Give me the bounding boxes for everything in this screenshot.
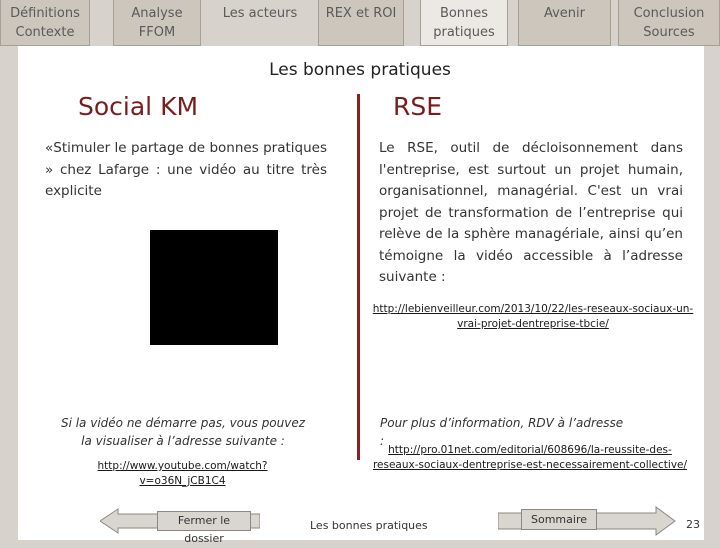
slide-title: Les bonnes pratiques (269, 60, 451, 80)
right-heading: RSE (393, 92, 443, 121)
footer-section-label: Les bonnes pratiques (310, 519, 428, 532)
video-player[interactable] (150, 230, 278, 345)
page-number: 23 (686, 518, 700, 531)
tab-bonnes-pratiques[interactable] (420, 0, 508, 46)
right-text: Le RSE, outil de décloisonnement dans l'entreprise, est surtout un projet humain, organisationnel, managérial. C'est un vrai projet de transformation de l’entreprise qui relève de la sphère managériale, ainsi qu’en témoigne la vidéo accessible à l’adresse suivante : (379, 140, 683, 285)
tab-label: Contexte (15, 25, 75, 40)
lebienveilleur-link[interactable]: http://lebienveilleur.com/2013/10/22/les-reseaux-sociaux-un-vrai-projet-dentreprise-tbcie/ (372, 303, 694, 330)
tab-label: Sources (643, 25, 695, 40)
tab-conclusion-sources[interactable] (618, 0, 720, 46)
tab-label: Avenir (543, 6, 586, 21)
tab-label: Conclusion (633, 6, 705, 21)
tab-rex-roi[interactable] (318, 0, 404, 46)
left-heading: Social KM (78, 92, 199, 121)
tab-label: REX et ROI (325, 6, 397, 21)
tab-label: Analyse (131, 6, 183, 21)
tab-les-acteurs[interactable] (217, 0, 303, 46)
right-note: Pour plus d’information, RDV à l’adresse : (380, 416, 624, 448)
tab-label: Définitions (10, 6, 80, 21)
summary-button[interactable]: Sommaire (521, 509, 597, 530)
tab-analyse-ffom[interactable] (113, 0, 201, 46)
tab-label: FFOM (138, 25, 176, 40)
tab-definitions-contexte[interactable] (0, 0, 90, 46)
column-divider (357, 94, 360, 460)
left-text: «Stimuler le partage de bonnes pratiques » chez Lafarge : une vidéo au titre très explicite (45, 140, 327, 199)
tab-avenir[interactable] (518, 0, 611, 46)
youtube-link[interactable]: http://www.youtube.com/watch?v=o36N_jCB1C4 (97, 460, 268, 487)
tab-label: Les acteurs (222, 6, 298, 21)
tab-label: pratiques (433, 25, 495, 40)
01net-link[interactable]: http://pro.01net.com/editorial/608696/la-reussite-des-reseaux-sociaux-dentreprise-est-necessairement-collective/ (372, 444, 688, 471)
tab-label: Bonnes (439, 6, 489, 21)
left-note: Si la vidéo ne démarre pas, vous pouvez la visualiser à l’adresse suivante : (60, 416, 306, 448)
tab-bar (0, 0, 720, 46)
close-folder-button[interactable]: Fermer le dossier (157, 511, 251, 531)
